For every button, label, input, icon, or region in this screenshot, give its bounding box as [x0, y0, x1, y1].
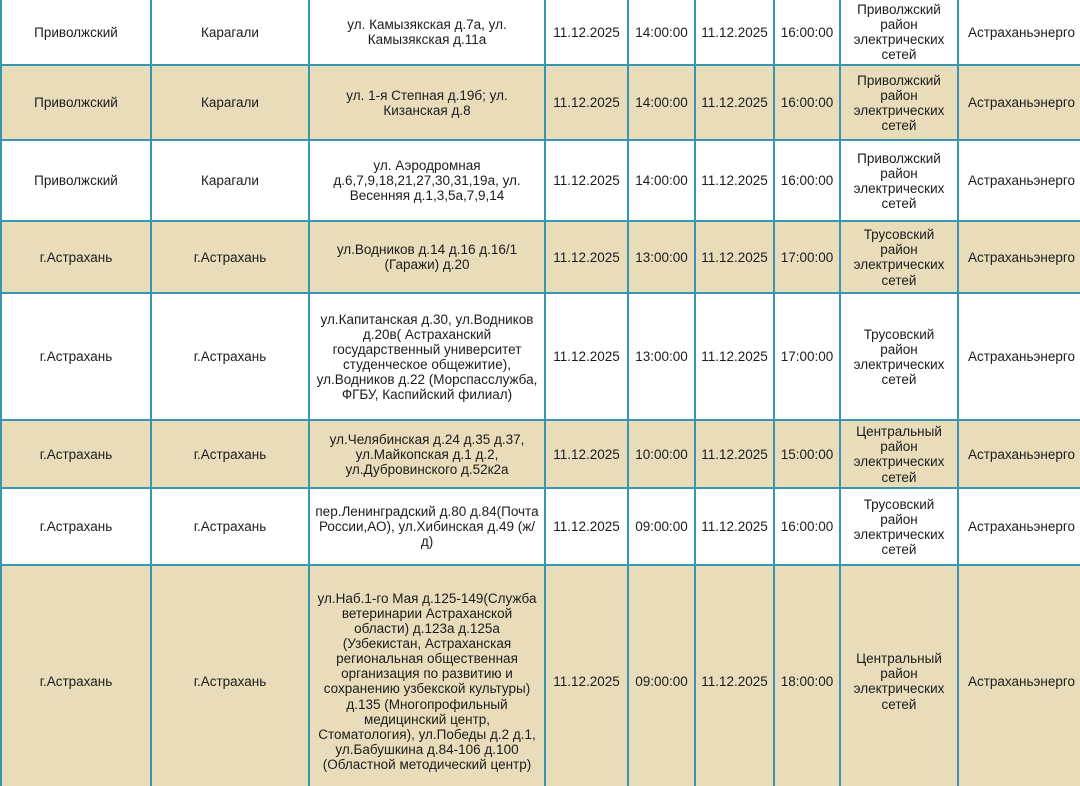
cell-district: г.Астрахань — [1, 420, 151, 488]
cell-start-time: 14:00:00 — [628, 140, 695, 221]
cell-branch: Трусовский район электрических сетей — [840, 221, 958, 293]
cell-district: Приволжский — [1, 0, 151, 65]
cell-start-date: 11.12.2025 — [545, 221, 628, 293]
cell-start-date: 11.12.2025 — [545, 0, 628, 65]
cell-start-time: 10:00:00 — [628, 420, 695, 488]
cell-address: ул.Капитанская д.30, ул.Водников д.20в( Астраханский государственный университет студенческое общежитие), ул.Водников д.22 (Морспасслужба, ФГБУ, Каспийский филиал) — [309, 293, 545, 420]
cell-district: г.Астрахань — [1, 221, 151, 293]
cell-branch: Приволжский район электрических сетей — [840, 65, 958, 140]
cell-district: г.Астрахань — [1, 488, 151, 565]
cell-locality: г.Астрахань — [151, 565, 309, 786]
cell-end-date: 11.12.2025 — [695, 0, 774, 65]
cell-address: пер.Ленинградский д.80 д.84(Почта России,АО), ул.Хибинская д.49 (ж/д) — [309, 488, 545, 565]
cell-end-time: 16:00:00 — [774, 65, 840, 140]
cell-end-time: 16:00:00 — [774, 0, 840, 65]
cell-end-time: 16:00:00 — [774, 488, 840, 565]
cell-end-date: 11.12.2025 — [695, 488, 774, 565]
cell-locality: Карагали — [151, 140, 309, 221]
cell-company: Астраханьэнерго — [958, 140, 1080, 221]
cell-locality: г.Астрахань — [151, 221, 309, 293]
cell-district: Приволжский — [1, 140, 151, 221]
outage-table-body — [1, 0, 1080, 786]
cell-start-time: 09:00:00 — [628, 565, 695, 786]
table-row — [1, 293, 1080, 420]
cell-address: ул. 1-я Степная д.19б; ул. Кизанская д.8 — [309, 65, 545, 140]
cell-company: Астраханьэнерго — [958, 65, 1080, 140]
cell-start-time: 13:00:00 — [628, 221, 695, 293]
cell-start-date: 11.12.2025 — [545, 420, 628, 488]
cell-start-date: 11.12.2025 — [545, 293, 628, 420]
cell-end-date: 11.12.2025 — [695, 420, 774, 488]
cell-branch: Трусовский район электрических сетей — [840, 488, 958, 565]
cell-start-date: 11.12.2025 — [545, 65, 628, 140]
cell-end-time: 16:00:00 — [774, 140, 840, 221]
cell-locality: г.Астрахань — [151, 488, 309, 565]
cell-locality: Карагали — [151, 0, 309, 65]
cell-branch: Центральный район электрических сетей — [840, 420, 958, 488]
cell-company: Астраханьэнерго — [958, 0, 1080, 65]
cell-company: Астраханьэнерго — [958, 565, 1080, 786]
cell-start-time: 13:00:00 — [628, 293, 695, 420]
table-row — [1, 65, 1080, 140]
cell-company: Астраханьэнерго — [958, 221, 1080, 293]
cell-district: Приволжский — [1, 65, 151, 140]
cell-address: ул. Аэродромная д.6,7,9,18,21,27,30,31,19а, ул. Весенняя д.1,3,5а,7,9,14 — [309, 140, 545, 221]
cell-start-date: 11.12.2025 — [545, 140, 628, 221]
table-row — [1, 140, 1080, 221]
cell-end-time: 17:00:00 — [774, 221, 840, 293]
cell-address: ул. Камызякская д.7а, ул. Камызякская д.11а — [309, 0, 545, 65]
table-row — [1, 0, 1080, 65]
cell-start-time: 14:00:00 — [628, 65, 695, 140]
cell-end-time: 15:00:00 — [774, 420, 840, 488]
cell-start-date: 11.12.2025 — [545, 488, 628, 565]
cell-company: Астраханьэнерго — [958, 488, 1080, 565]
cell-end-date: 11.12.2025 — [695, 565, 774, 786]
cell-district: г.Астрахань — [1, 565, 151, 786]
cell-end-date: 11.12.2025 — [695, 140, 774, 221]
table-row — [1, 221, 1080, 293]
cell-end-date: 11.12.2025 — [695, 221, 774, 293]
cell-company: Астраханьэнерго — [958, 420, 1080, 488]
cell-end-date: 11.12.2025 — [695, 65, 774, 140]
cell-end-time: 17:00:00 — [774, 293, 840, 420]
cell-address: ул.Наб.1-го Мая д.125-149(Служба ветеринарии Астраханской области) д.123а д.125а (Узбекистан, Астраханская региональная общественная организация по развитию и сохранению узбекской культуры) д.135 (Многопрофильный медицинский центр, Стоматология), ул.Победы д.2 д.1, ул.Бабушкина д.84-106 д.100 (Областной методический центр) — [309, 565, 545, 786]
table-row — [1, 420, 1080, 488]
cell-district: г.Астрахань — [1, 293, 151, 420]
cell-company: Астраханьэнерго — [958, 293, 1080, 420]
cell-locality: г.Астрахань — [151, 420, 309, 488]
cell-start-date: 11.12.2025 — [545, 565, 628, 786]
cell-branch: Приволжский район электрических сетей — [840, 140, 958, 221]
cell-address: ул.Челябинская д.24 д.35 д.37, ул.Майкопская д.1 д.2, ул.Дубровинского д.52к2а — [309, 420, 545, 488]
table-row — [1, 488, 1080, 565]
cell-branch: Приволжский район электрических сетей — [840, 0, 958, 65]
cell-end-date: 11.12.2025 — [695, 293, 774, 420]
cell-start-time: 09:00:00 — [628, 488, 695, 565]
table-row — [1, 565, 1080, 786]
cell-locality: г.Астрахань — [151, 293, 309, 420]
cell-locality: Карагали — [151, 65, 309, 140]
cell-branch: Трусовский район электрических сетей — [840, 293, 958, 420]
cell-address: ул.Водников д.14 д.16 д.16/1 (Гаражи) д.20 — [309, 221, 545, 293]
cell-start-time: 14:00:00 — [628, 0, 695, 65]
cell-end-time: 18:00:00 — [774, 565, 840, 786]
cell-branch: Центральный район электрических сетей — [840, 565, 958, 786]
